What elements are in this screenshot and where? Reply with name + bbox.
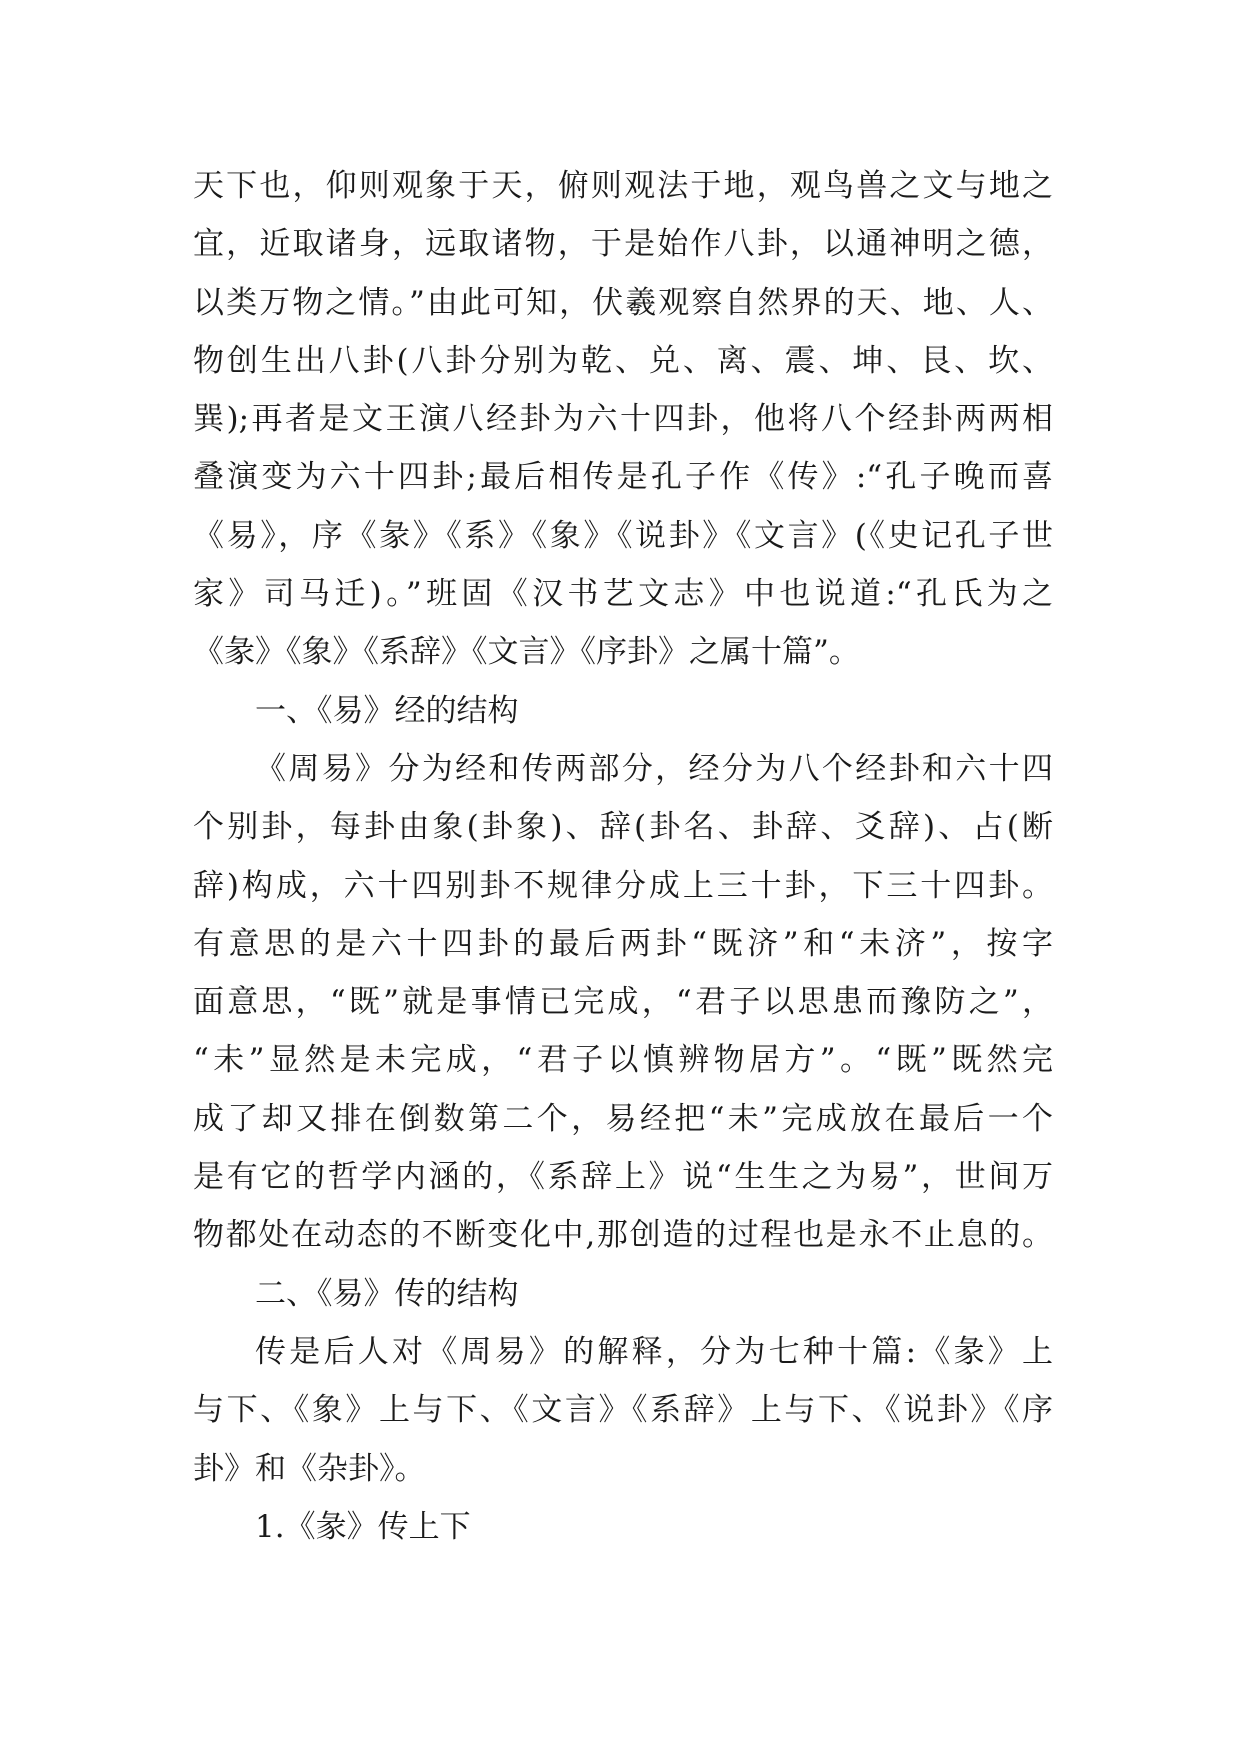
text-line: 是有它的哲学内涵的，《系辞上》说“生生之为易”，世间万 xyxy=(193,1159,1053,1196)
section-heading: 二、《易》传的结构 xyxy=(255,1275,519,1312)
text-line: 《彖》《象》《系辞》《文言》《序卦》之属十篇”。 xyxy=(193,634,860,671)
text-line: 以类万物之情。”由此可知，伏羲观察自然界的天、地、人、 xyxy=(193,284,1053,321)
text-line: 个别卦，每卦由象(卦象)、辞(卦名、卦辞、爻辞)、占(断 xyxy=(193,809,1053,846)
text-line: 物创生出八卦(八卦分别为乾、兑、离、震、坤、艮、坎、 xyxy=(193,342,1053,379)
subsection-heading: 1.《彖》传上下 xyxy=(255,1508,471,1545)
document-body xyxy=(193,157,1053,1556)
text-line: 有意思的是六十四卦的最后两卦“既济”和“未济”，按字 xyxy=(193,925,1053,962)
text-line: 传是后人对《周易》的解释，分为七种十篇:《彖》上 xyxy=(255,1333,1053,1370)
text-line: 卦》和《杂卦》。 xyxy=(193,1450,426,1487)
text-line: 成了却又排在倒数第二个，易经把“未”完成放在最后一个 xyxy=(193,1100,1053,1137)
text-line: 面意思，“既”就是事情已完成，“君子以思患而豫防之”， xyxy=(193,984,1053,1021)
section-heading: 一、《易》经的结构 xyxy=(255,692,519,729)
text-line: 巽);再者是文王演八经卦为六十四卦，他将八个经卦两两相 xyxy=(193,401,1053,438)
text-line: 与下、《象》上与下、《文言》《系辞》上与下、《说卦》《序 xyxy=(193,1392,1053,1429)
text-line: 辞)构成，六十四别卦不规律分成上三十卦，下三十四卦。 xyxy=(193,867,1053,904)
text-line: “未”显然是未完成，“君子以慎辨物居方”。“既”既然完 xyxy=(193,1042,1053,1079)
text-line: 物都处在动态的不断变化中,那创造的过程也是永不止息的。 xyxy=(193,1217,1053,1254)
text-line: 天下也，仰则观象于天，俯则观法于地，观鸟兽之文与地之 xyxy=(193,168,1053,204)
text-line: 宜，近取诸身，远取诸物，于是始作八卦，以通神明之德， xyxy=(193,226,1053,263)
text-line: 《周易》分为经和传两部分，经分为八个经卦和六十四 xyxy=(255,750,1053,787)
text-line: 叠演变为六十四卦;最后相传是孔子作《传》:“孔子晚而喜 xyxy=(193,459,1053,496)
text-line: 《易》，序《彖》《系》《象》《说卦》《文言》(《史记孔子世 xyxy=(193,517,1053,554)
text-line: 家》司马迁)。”班固《汉书艺文志》中也说道:“孔氏为之 xyxy=(193,576,1053,613)
